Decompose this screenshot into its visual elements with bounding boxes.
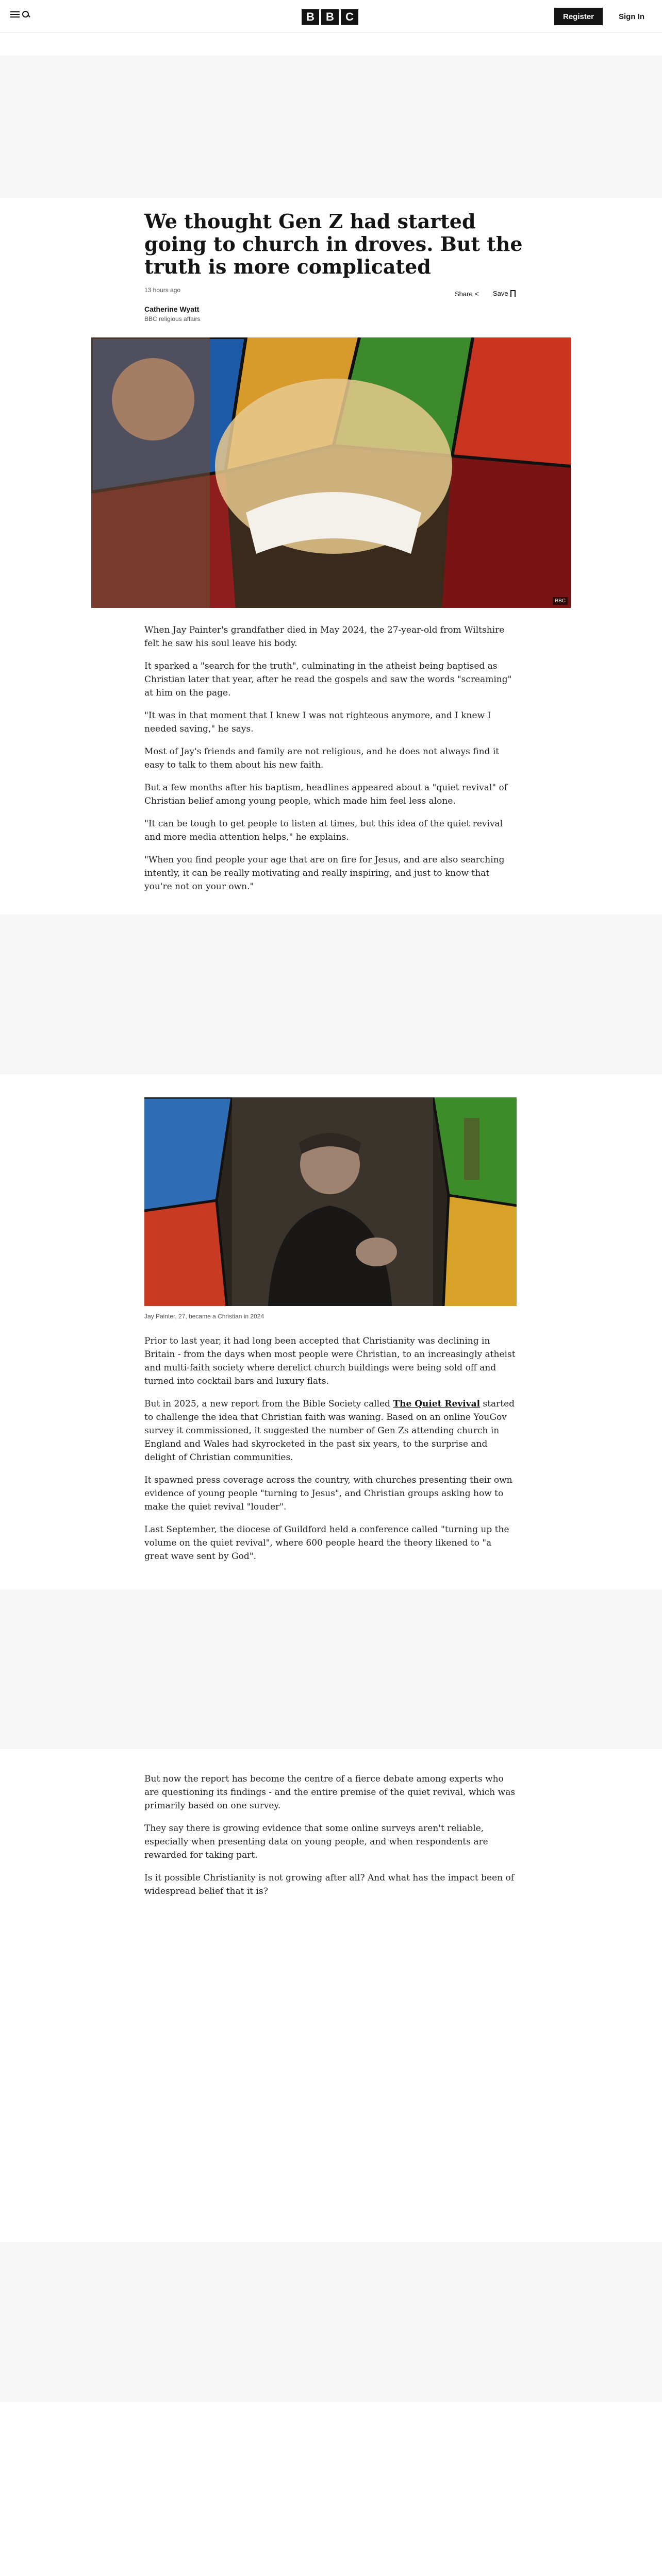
hero-image xyxy=(91,337,571,608)
save-label: Save xyxy=(493,290,508,297)
paragraph: "It was in that moment that I knew I was not righteous anymore, and I knew I needed saving," he says. xyxy=(144,710,491,734)
article-body-section-1 xyxy=(144,623,517,903)
logo-letter-c: C xyxy=(341,9,358,25)
advert-slot-lower xyxy=(0,1589,662,1749)
paragraph: It spawned press coverage across the country, with churches presenting their own evidence of young people "turning to Jesus", and Christian groups asking how to make the quiet revival "louder". xyxy=(144,1475,512,1512)
paragraph: It sparked a "search for the truth", culminating in the atheist being baptised as Christian later that year, after he read the gospels and saw the words "screaming" at him on the page. xyxy=(144,661,512,698)
share-icon: < xyxy=(474,290,479,298)
paragraph-with-link xyxy=(144,1397,517,1464)
paragraph: But now the report has become the centre of a fierce debate among experts who are questioning its findings - and the entire premise of the quiet revival, which was primarily based on one survey. xyxy=(144,1774,516,1811)
paragraph: "When you find people your age that are on fire for Jesus, and are also searching intently, it can be really motivating and really inspiring, and just to know that you're not on your own." xyxy=(144,855,505,892)
menu-icon[interactable] xyxy=(10,11,20,18)
jay-painter-caption: Jay Painter, 27, became a Christian in 2024 xyxy=(144,1313,264,1320)
bbc-logo[interactable] xyxy=(302,9,358,25)
search-icon[interactable] xyxy=(22,10,30,19)
quiet-revival-report-link[interactable]: The Quiet Revival xyxy=(393,1399,481,1409)
advert-slot-bottom xyxy=(0,2242,662,2402)
menu-search-button[interactable] xyxy=(10,10,30,19)
paragraph: But a few months after his baptism, headlines appeared about a "quiet revival" of Christian belief among young people, which made him feel less alone. xyxy=(144,783,508,806)
text-span: But in 2025, a new report from the Bible Society called xyxy=(144,1399,393,1409)
paragraph: They say there is growing evidence that some online surveys aren't reliable, especially when presenting data on young people, and when respondents are rewarded for taking part. xyxy=(144,1823,488,1860)
text-span: started to challenge the idea that Christian faith was waning. Based on an online YouGov survey it commissioned, it suggested the number of Gen Zs attending church in England and Wales had skyrocketed in the past six years, to the surprise and delight of Christian communities. xyxy=(144,1399,515,1463)
paragraph: When Jay Painter's grandfather died in May 2024, the 27-year-old from Wiltshire felt he saw his soul leave his body. xyxy=(144,625,505,649)
share-button[interactable] xyxy=(455,290,479,298)
share-label: Share xyxy=(455,290,473,298)
save-button[interactable] xyxy=(493,290,516,297)
hero-illustration xyxy=(91,337,571,608)
author-role: BBC religious affairs xyxy=(144,315,201,323)
advert-slot-top xyxy=(0,56,662,198)
author-name[interactable]: Catherine Wyatt xyxy=(144,305,200,313)
article-body-section-3 xyxy=(144,1772,517,1907)
paragraph: Prior to last year, it had long been accepted that Christianity was declining in Britain - from the days when most people were Christian, to an increasingly atheist and multi-faith society where derelict church buildings were being sold off and turned into cocktail bars and luxury flats. xyxy=(144,1336,516,1386)
paragraph: Last September, the diocese of Guildford held a conference called "turning up the volume on the quiet revival", where 600 people heard the theory likened to "a great wave sent by God". xyxy=(144,1524,509,1562)
jay-painter-illustration xyxy=(144,1097,517,1306)
sign-in-link[interactable]: Sign In xyxy=(619,12,644,21)
advert-slot-middle xyxy=(0,914,662,1074)
logo-letter-b2: B xyxy=(321,9,339,25)
article-timestamp: 13 hours ago xyxy=(144,286,181,294)
paragraph: "It can be tough to get people to listen at times, but this idea of the quiet revival and more media attention helps," he explains. xyxy=(144,819,503,842)
logo-letter-b1: B xyxy=(302,9,319,25)
bookmark-icon xyxy=(510,290,516,297)
site-header xyxy=(0,0,662,33)
article-body-section-2 xyxy=(144,1334,517,1572)
jay-painter-photo xyxy=(144,1097,517,1306)
article-headline: We thought Gen Z had started going to church in droves. But the truth is more complicated xyxy=(144,210,523,278)
paragraph: Is it possible Christianity is not growing after all? And what has the impact been of widespread belief that it is? xyxy=(144,1873,515,1896)
register-button[interactable]: Register xyxy=(554,8,603,25)
hero-credit: BBC xyxy=(553,597,568,605)
paragraph: Most of Jay's friends and family are not religious, and he does not always find it easy to talk to them about his new faith. xyxy=(144,747,500,770)
